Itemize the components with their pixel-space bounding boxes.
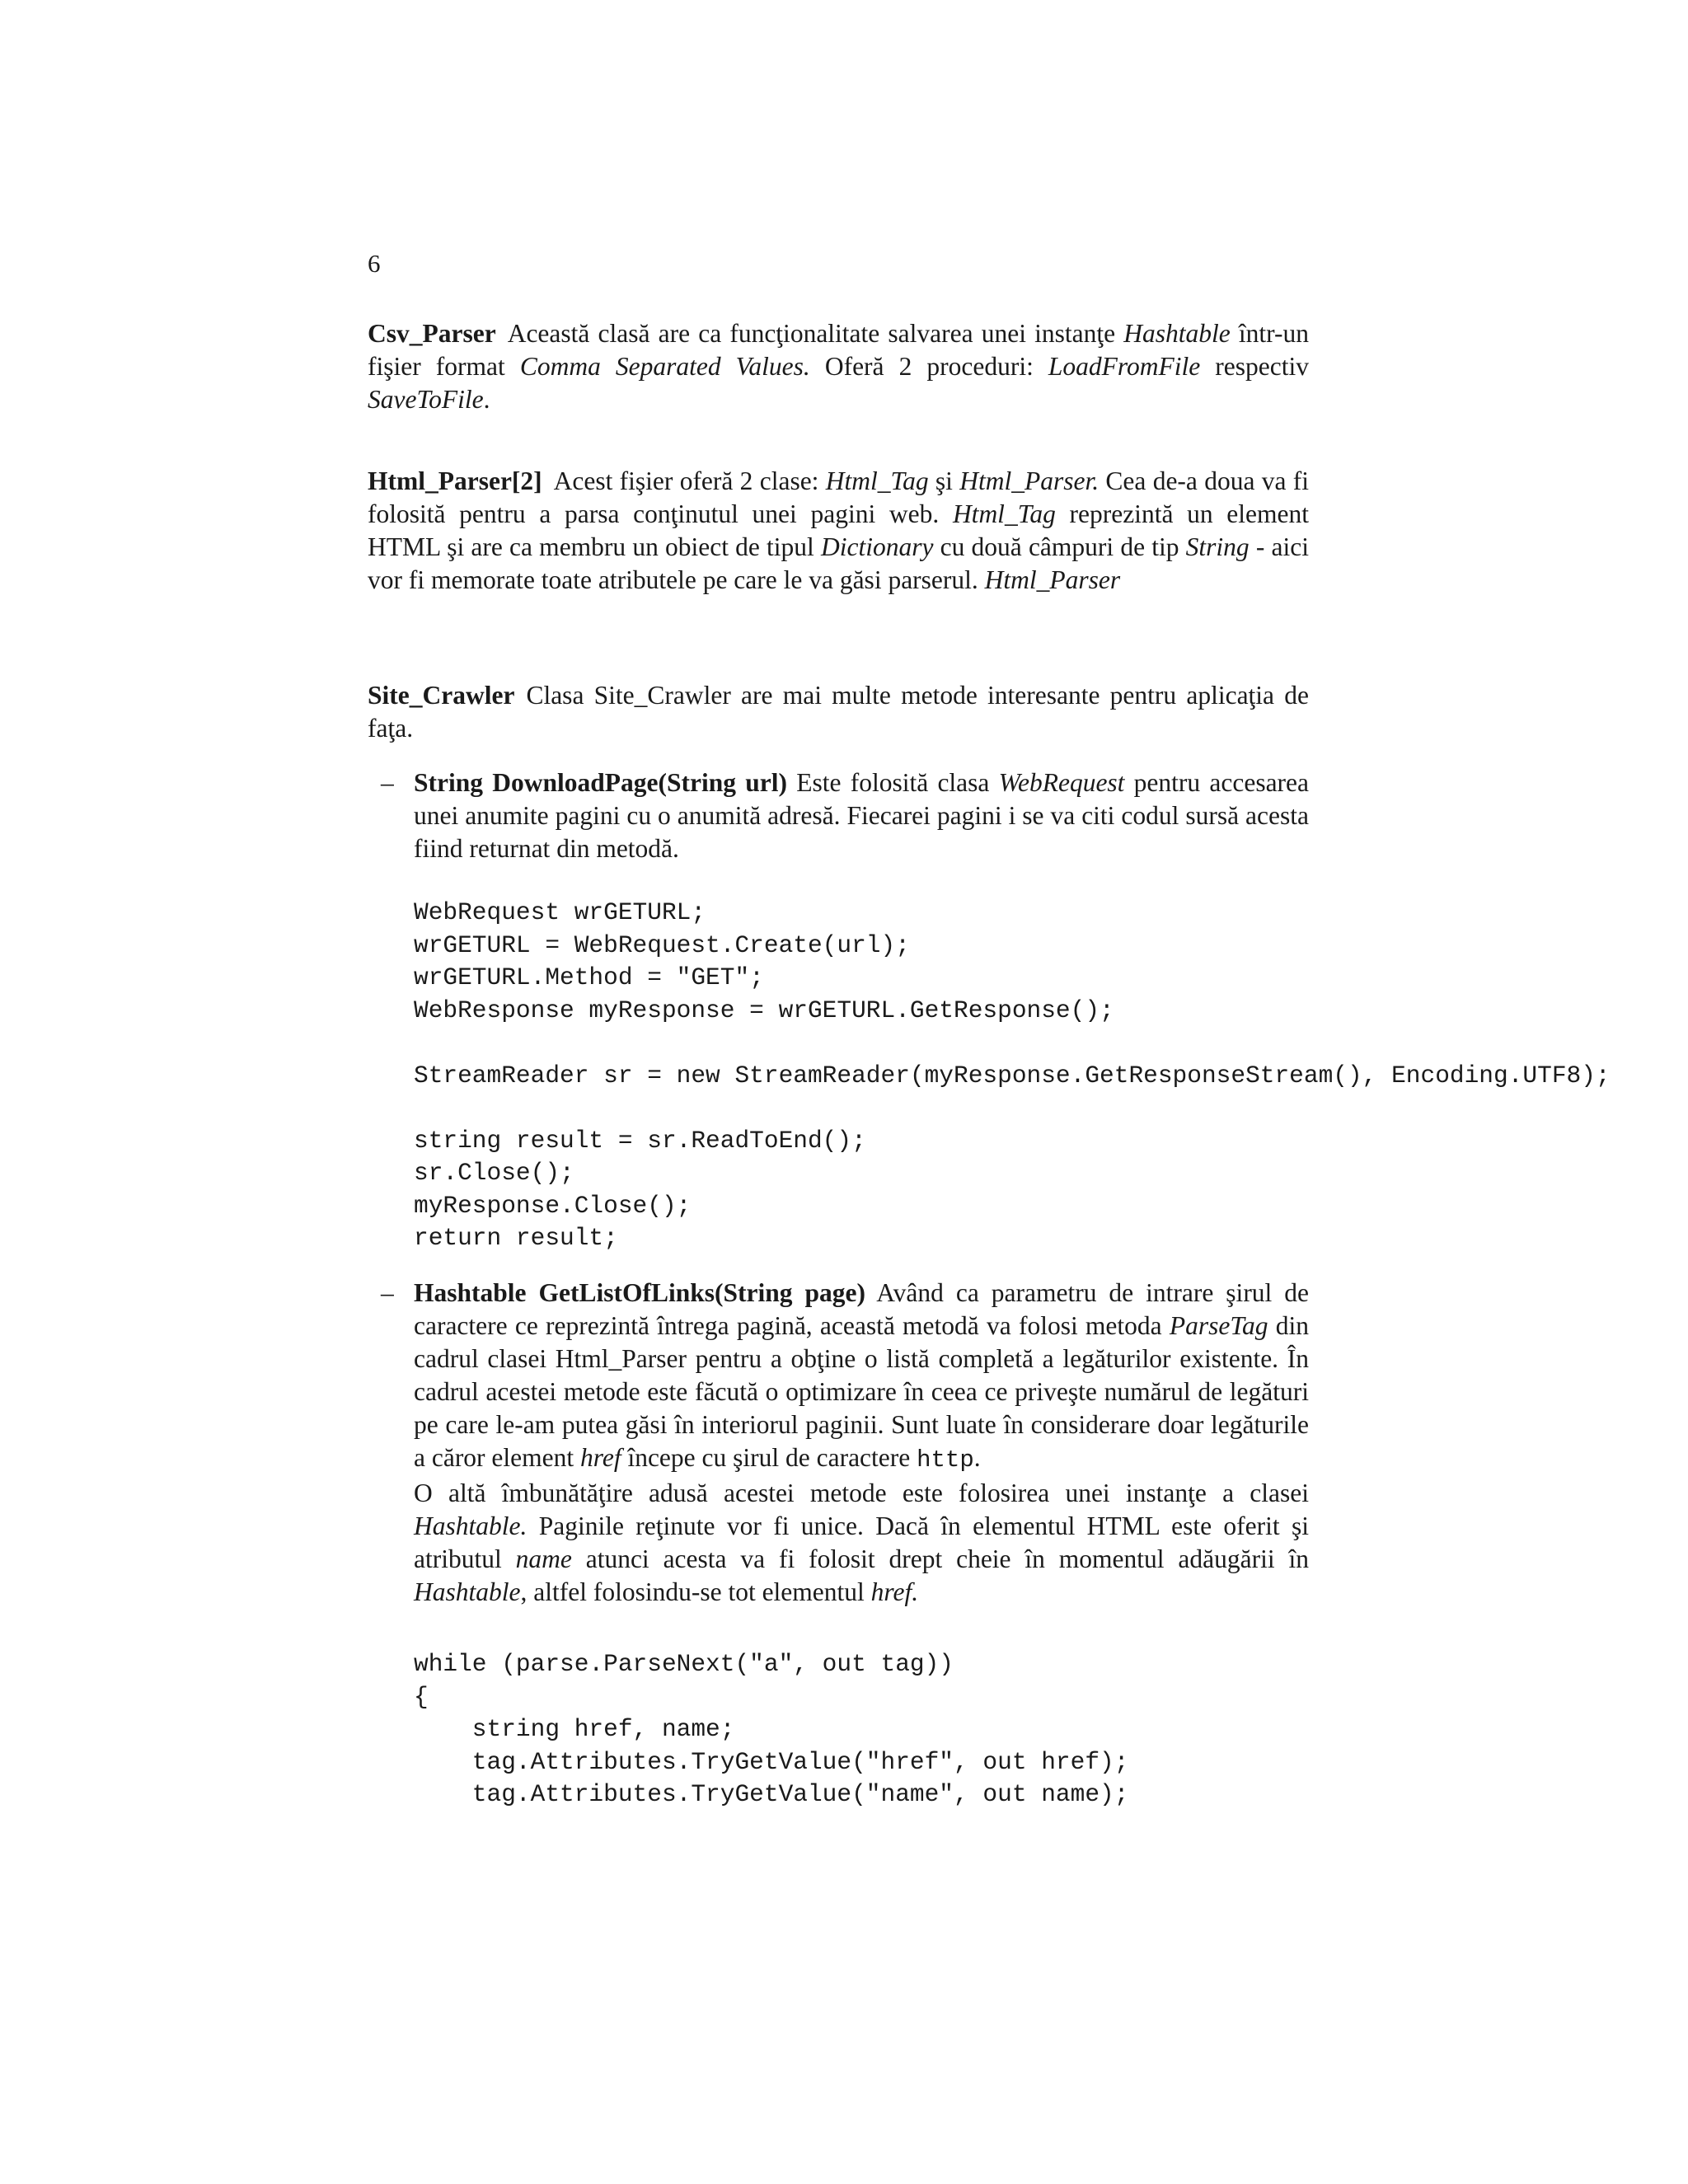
code-block-get-links (414, 1648, 1128, 1811)
method-signature: Hashtable GetListOfLinks(String page) (414, 1278, 865, 1307)
list-dash: – (381, 1278, 394, 1307)
paragraph-text: . (973, 1443, 981, 1472)
method-name: SaveToFile (368, 385, 484, 414)
paragraph-text: Este folosită clasa (787, 768, 999, 797)
attribute-name: href. (870, 1577, 919, 1606)
paragraph-text: O altă îmbunătăţire adusă acestei metode este folosirea unei instanţe a clasei (414, 1479, 1309, 1507)
code-line: while (parse.ParseNext("a", out tag)) (414, 1650, 954, 1678)
paragraph-text: Această clasă are ca funcţionalitate salvarea unei instanţe (507, 319, 1124, 348)
paragraph-text: Cea de-a doua va fi folosită pentru a parsa conţinutul unei pagini web. (368, 466, 1309, 528)
method-name: LoadFromFile (1048, 352, 1201, 381)
inline-code: http (917, 1446, 974, 1474)
class-name: Html_Parser (984, 565, 1121, 594)
code-line (414, 1027, 1611, 1060)
class-name: Html_Tag (825, 466, 929, 495)
page-number: 6 (368, 249, 381, 278)
paragraph-text: cu două câmpuri de tip (933, 532, 1186, 561)
paragraph-text: Oferă 2 proceduri: (809, 352, 1048, 381)
code-line: WebRequest wrGETURL; (414, 898, 706, 926)
code-line: myResponse.Close(); (414, 1191, 692, 1220)
class-name: Html_Parser. (959, 466, 1100, 495)
paragraph-text: , altfel folosindu-se tot elementul (520, 1577, 871, 1606)
type-name: Dictionary (820, 532, 934, 561)
attribute-name: name (515, 1544, 572, 1573)
code-line: tag.Attributes.TryGetValue("name", out name); (414, 1780, 1129, 1808)
class-name: WebRequest (998, 768, 1125, 797)
code-line: { (414, 1682, 429, 1711)
list-dash: – (381, 768, 394, 797)
class-name: Hashtable. (414, 1511, 528, 1540)
method-signature: String DownloadPage(String url) (414, 768, 787, 797)
paragraph-text: atunci acesta va fi folosit drept cheie în momentul adăugării în (571, 1544, 1309, 1573)
code-line (414, 1092, 1611, 1125)
site-crawler-paragraph (368, 679, 1309, 745)
code-line: return result; (414, 1224, 618, 1252)
paragraph-text: într-un fişier format (368, 319, 1309, 381)
csv-parser-paragraph (368, 317, 1309, 416)
site-crawler-title: Site_Crawler (368, 681, 515, 710)
code-line: wrGETURL = WebRequest.Create(url); (414, 930, 910, 959)
code-line: WebResponse myResponse = wrGETURL.GetResponse(); (414, 996, 1114, 1024)
format-name: Comma Separated Values. (519, 352, 810, 381)
code-line: string result = sr.ReadToEnd(); (414, 1126, 866, 1155)
type-name: String (1185, 532, 1250, 561)
paragraph-text: şi (928, 466, 960, 495)
paragraph-text: din cadrul clasei Html_Parser pentru a obţine o listă completă a legăturilor existente. În cadrul acestei metode este făcută o optimizare în ceea ce priveşte numărul de legături pe care le-am putea găsi în interiorul paginii. Sunt luate în considerare doar legăturile a căror element (414, 1311, 1309, 1472)
paragraph-text: respectiv (1200, 352, 1309, 381)
code-line: StreamReader sr = new StreamReader(myResponse.GetResponseStream(), Encoding.UTF8); (414, 1061, 1611, 1090)
html-parser-title: Html_Parser[2] (368, 466, 542, 495)
class-name: Html_Tag (952, 499, 1056, 528)
class-name: Hashtable (1123, 319, 1231, 348)
code-block-download-page (414, 897, 1611, 1255)
paragraph-text: - aici vor fi memorate toate atributele pe care le va găsi parserul. (368, 532, 1309, 594)
paragraph-text: Având ca parametru de intrare şirul de caractere ce reprezintă întrega pagină, această metodă va folosi metoda (414, 1278, 1310, 1340)
method-name: ParseTag (1169, 1311, 1268, 1340)
class-name: Hashtable (414, 1577, 521, 1606)
paragraph-text: reprezintă un element HTML şi are ca membru un obiect de tipul (368, 499, 1309, 561)
paragraph-text: începe cu şirul de caractere (621, 1443, 917, 1472)
code-line: tag.Attributes.TryGetValue("href", out href); (414, 1747, 1129, 1776)
attribute-name: href (580, 1443, 621, 1472)
paragraph-text: pentru accesarea unei anumite pagini cu o anumită adresă. Fiecarei pagini i se va citi codul sursă acesta fiind returnat din metodă. (414, 768, 1310, 863)
paragraph-text: . (483, 385, 490, 414)
list-item-get-links (381, 1277, 1310, 1609)
paragraph-text: Paginile reţinute vor fi unice. Dacă în elementul HTML este oferit şi atributul (414, 1511, 1309, 1573)
code-line: string href, name; (414, 1715, 735, 1743)
list-item-download-page (381, 766, 1310, 865)
code-line: wrGETURL.Method = "GET"; (414, 963, 764, 991)
html-parser-paragraph (368, 465, 1309, 597)
code-line: sr.Close(); (414, 1159, 574, 1187)
paragraph-text: Acest fişier oferă 2 clase: (553, 466, 826, 495)
csv-parser-title: Csv_Parser (368, 319, 496, 348)
paragraph-text: Clasa Site_Crawler are mai multe metode interesante pentru aplicaţia de faţa. (368, 681, 1309, 743)
